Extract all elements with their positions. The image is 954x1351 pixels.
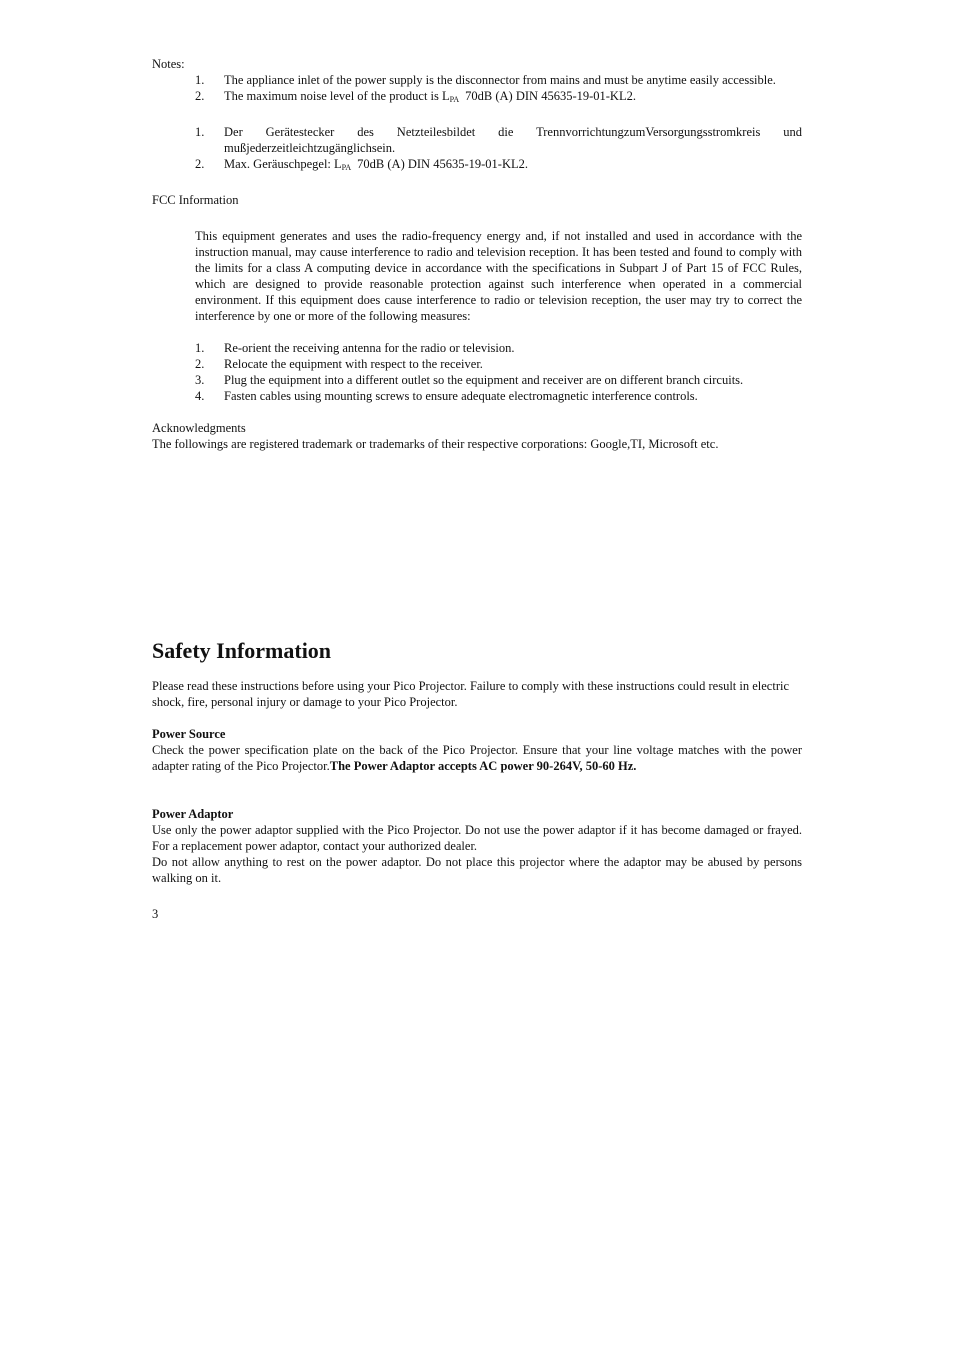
notes-list-en — [152, 72, 802, 108]
safety-intro: Please read these instructions before using your Pico Projector. Failure to comply with these instructions could result in electric shock, fire, personal injury or damage to your Pico Projector. — [152, 679, 790, 709]
list-item: 2. The maximum noise level of the product is $L_{PA}$ 70dB (A) DIN 45635-19-01-KL2. — [195, 89, 636, 104]
fcc-heading: FCC Information — [152, 193, 239, 207]
acknowledgments-text: The followings are registered trademark or trademarks of their respective corporations: Google,TI, Microsoft etc. — [152, 437, 719, 451]
list-item: 2. Relocate the equipment with respect to the receiver. — [195, 357, 483, 371]
list-item: 1. The appliance inlet of the power supply is the disconnector from mains and must be anytime easily accessible. — [195, 73, 776, 87]
document-page — [152, 56, 802, 922]
notes-list-de — [152, 124, 802, 176]
power-adaptor-text-1: Use only the power adaptor supplied with the Pico Projector. Do not use the power adaptor if it has become damaged or frayed. For a replacement power adaptor, contact your authorized dealer. — [152, 823, 802, 853]
power-adaptor-heading: Power Adaptor — [152, 807, 234, 821]
power-source-bold-text: The Power Adaptor accepts AC power 90-264V, 50-60 Hz. — [329, 759, 637, 773]
list-item: 1. Der Gerätestecker des Netzteilesbildet die TrennvorrichtungzumVersorgungsstromkreis und mußjederzeitleichtzugänglichsein. — [195, 125, 802, 155]
page-number: 3 — [152, 907, 159, 921]
list-item: 2. Max. Geräuschpegel: $L_{PA}$ 70dB (A) DIN 45635-19-01-KL2. — [195, 157, 528, 172]
list-item: 1. Re-orient the receiving antenna for the radio or television. — [195, 341, 515, 355]
fcc-paragraph: This equipment generates and uses the radio-frequency energy and, if not installed and used in accordance with the instruction manual, may cause interference to radio and television reception. It has been tested and found to comply with the limits for a class A computing device in accordance with the specifications in Subpart J of Part 15 of FCC Rules, which are designed to provide reasonable protection against such interference when operated in a commercial environment. If this equipment does cause interference to radio or television reception, the user may try to correct the interference by one or more of the following measures: — [195, 229, 802, 323]
list-item: 3. Plug the equipment into a different outlet so the equipment and receiver are on different branch circuits. — [195, 373, 744, 387]
power-source-heading: Power Source — [152, 727, 226, 741]
list-item: 4. Fasten cables using mounting screws to ensure adequate electromagnetic interference controls. — [195, 389, 698, 403]
acknowledgments-heading: Acknowledgments — [152, 421, 246, 435]
fcc-measures-list — [152, 340, 802, 404]
notes-heading: Notes: — [152, 57, 185, 71]
power-adaptor-text-2: Do not allow anything to rest on the power adaptor. Do not place this projector where the adaptor may be abused by persons walking on it. — [152, 855, 802, 885]
safety-title: Safety Information — [152, 638, 332, 663]
power-source-text: Check the power specification plate on the back of the Pico Projector. Ensure that your line voltage matches with the power adapter rating of the Pico Projector.The Power Adaptor accepts AC power 90-264V, 50-60 Hz. — [152, 743, 802, 773]
